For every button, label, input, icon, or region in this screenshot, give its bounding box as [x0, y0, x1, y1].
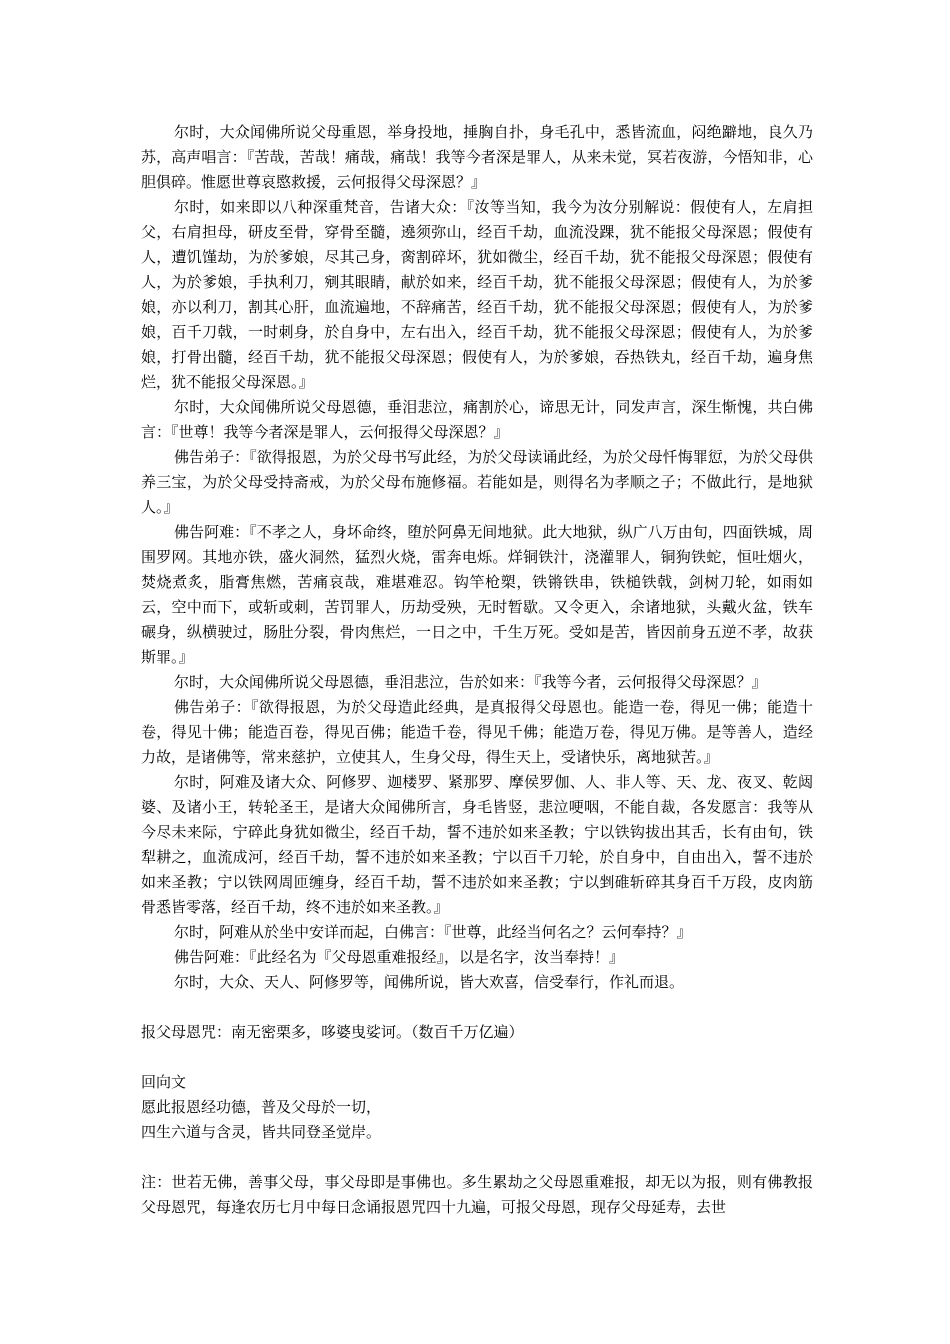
sutra-paragraph: 佛告阿难：『不孝之人，身坏命终，堕於阿鼻无间地狱。此大地狱，纵广八万由旬，四面铁城，周围罗网。其地亦铁，盛火洞然，猛烈火烧，雷奔电烁。烊铜铁汁，浇灌罪人，铜狗铁蛇，恒吐烟火，焚烧煮炙，脂膏焦燃，苦痛哀哉，难堪难忍。钩竿枪槊，铁锵铁串，铁槌铁戟，剑树刀轮，如雨如云，空中而下，或斩或刺，苦罚罪人，历劫受殃，无时暂歇。又令更入，余诸地狱，头戴火盆，铁车碾身，纵横驶过，肠肚分裂，骨肉焦烂，一日之中，千生万死。受如是苦，皆因前身五逆不孝，故获斯罪。』 [141, 523, 813, 666]
sutra-paragraph: 尔时，大众、天人、阿修罗等，闻佛所说，皆大欢喜，信受奉行，作礼而退。 [174, 973, 685, 991]
sutra-paragraph: 尔时，大众闻佛所说父母恩德，垂泪悲泣，痛割於心，谛思无计，同发声言，深生惭愧，共白佛言：『世尊！我等今者深是罪人，云何报得父母深恩？』 [141, 398, 813, 441]
sutra-paragraph: 尔时，阿难及诸大众、阿修罗、迦楼罗、紧那罗、摩侯罗伽、人、非人等、天、龙、夜叉、乾闼婆、及诸小王，转轮圣王，是诸大众闻佛所言，身毛皆竖，悲泣哽咽，不能自裁，各发愿言：我等从今尽未来际，宁碎此身犹如微尘，经百千劫，誓不违於如来圣教；宁以铁钩拔出其舌，长有由旬，铁犁耕之，血流成河，经百千劫，誓不违於如来圣教；宁以百千刀轮，於自身中，自由出入，誓不违於如来圣教；宁以铁网周匝缠身，经百千劫，誓不违於如来圣教；宁以剉碓斩碎其身百千万段，皮肉筋骨悉皆零落，经百千劫，终不违於如来圣教。』 [141, 773, 813, 916]
sutra-paragraph: 尔时，大众闻佛所说父母恩德，垂泪悲泣，告於如来：『我等今者，云何报得父母深恩？』 [174, 673, 767, 691]
spacer [141, 1045, 813, 1070]
note-paragraph: 注：世若无佛，善事父母，事父母即是事佛也。多生累劫之父母恩重难报，却无以为报，则有佛教报父母恩咒，每逢农历七月中每日念诵报恩咒四十九遍，可报父母恩，现存父母延寿，去世 [141, 1173, 813, 1216]
sutra-paragraph: 尔时，大众闻佛所说父母重恩，举身投地，捶胸自扑，身毛孔中，悉皆流血，闷绝躃地，良久乃苏，高声唱言：『苦哉，苦哉！痛哉，痛哉！我等今者深是罪人，从来未觉，冥若夜游，今悟知非，心胆俱碎。惟愿世尊哀愍救援，云何报得父母深恩？』 [141, 123, 813, 191]
dedication-line: 四生六道与含灵，皆共同登圣觉岸。 [141, 1123, 382, 1141]
dedication-title: 回向文 [141, 1073, 187, 1091]
sutra-paragraph: 佛告阿难：『此经名为『父母恩重难报经』，以是名字，汝当奉持！』 [174, 948, 625, 966]
document-page [141, 120, 813, 1220]
spacer [141, 1145, 813, 1170]
mantra-line: 报父母恩咒：南无密栗多，哆婆曳娑诃。（数百千万亿遍） [141, 1023, 524, 1041]
sutra-paragraph: 佛告弟子：『欲得报恩，为於父母造此经典，是真报得父母恩也。能造一卷，得见一佛；能造十卷，得见十佛；能造百卷，得见百佛；能造千卷，得见千佛；能造万卷，得见万佛。是等善人，造经力故，是诸佛等，常来慈护，立使其人，生身父母，得生天上，受诸快乐，离地狱苦。』 [141, 698, 813, 766]
sutra-paragraph: 尔时，如来即以八种深重梵音，告诸大众：『汝等当知，我今为汝分别解说：假使有人，左肩担父，右肩担母，研皮至骨，穿骨至髓，遶须弥山，经百千劫，血流没踝，犹不能报父母深恩；假使有人，遭饥馑劫，为於爹娘，尽其己身，脔割碎坏，犹如微尘，经百千劫，犹不能报父母深恩；假使有人，为於爹娘，手执利刀，剜其眼睛，献於如来，经百千劫，犹不能报父母深恩；假使有人，为於爹娘，亦以利刀，割其心肝，血流遍地，不辞痛苦，经百千劫，犹不能报父母深恩；假使有人，为於爹娘，百千刀戟，一时刺身，於自身中，左右出入，经百千劫，犹不能报父母深恩；假使有人，为於爹娘，打骨出髓，经百千劫，犹不能报父母深恩；假使有人，为於爹娘，吞热铁丸，经百千劫，遍身焦烂，犹不能报父母深恩。』 [141, 198, 813, 391]
spacer [141, 995, 813, 1020]
sutra-paragraph: 佛告弟子：『欲得报恩，为於父母书写此经，为於父母读诵此经，为於父母忏悔罪愆，为於父母供养三宝，为於父母受持斋戒，为於父母布施修福。若能如是，则得名为孝顺之子；不做此行，是地狱人。』 [141, 448, 813, 516]
sutra-paragraph: 尔时，阿难从於坐中安详而起，白佛言：『世尊，此经当何名之？云何奉持？』 [174, 923, 692, 941]
dedication-line: 愿此报恩经功德，普及父母於一切， [141, 1098, 382, 1116]
